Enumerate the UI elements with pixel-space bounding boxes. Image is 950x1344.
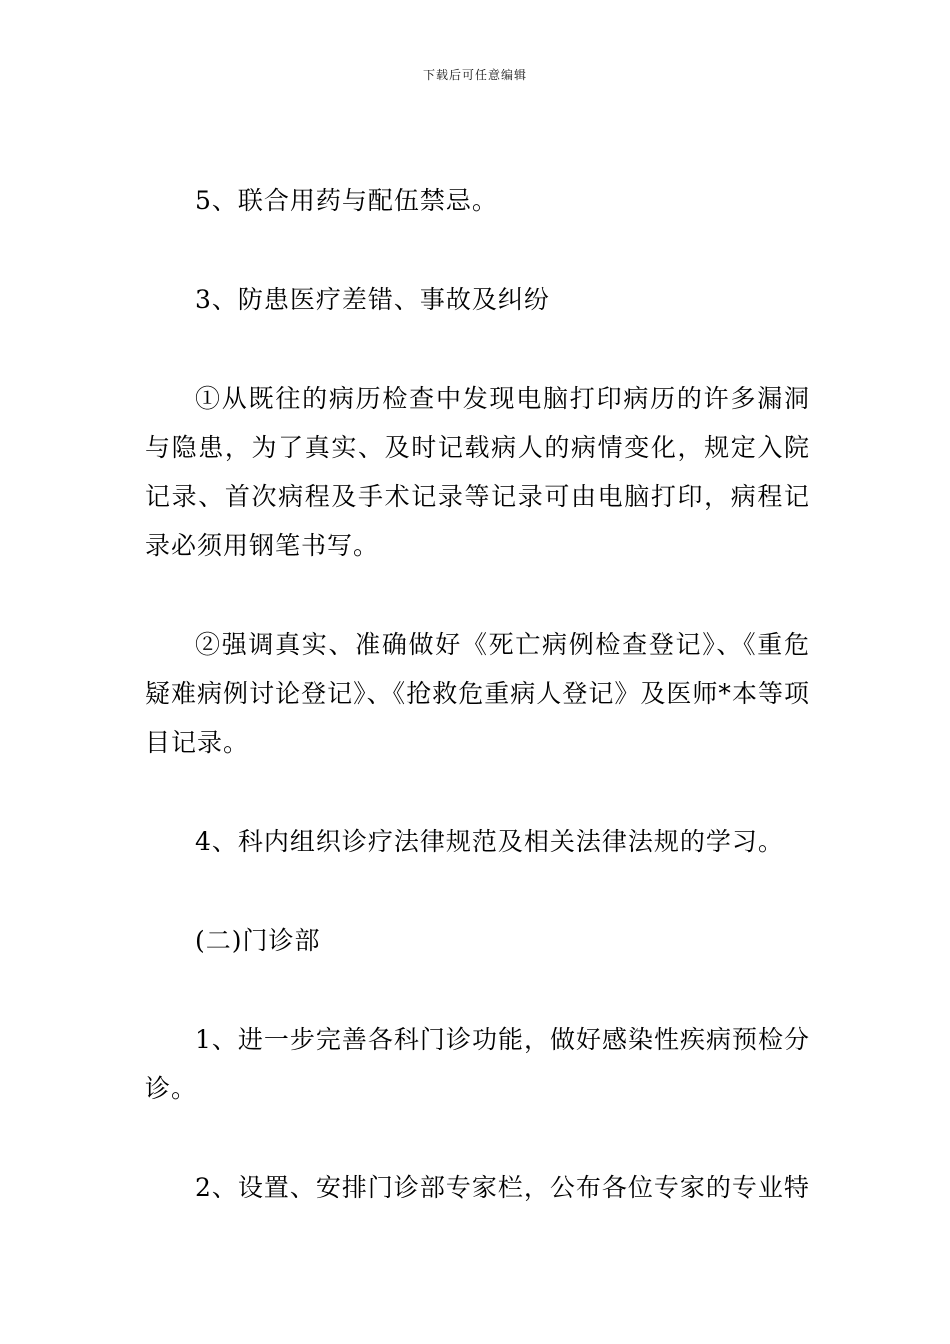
header-note: 下载后可任意编辑	[422, 68, 527, 82]
paragraph-6: (二)门诊部	[195, 926, 321, 955]
paragraph-1: 5、联合用药与配伍禁忌。	[195, 186, 498, 215]
paragraph-8: 2、设置、安排门诊部专家栏，公布各位专家的专业特	[195, 1173, 810, 1202]
paragraph-2: 3、防患医疗差错、事故及纠纷	[195, 285, 550, 314]
paragraph-5: 4、科内组织诊疗法律规范及相关法律法规的学习。	[195, 827, 784, 856]
paragraph-7: 1、进一步完善各科门诊功能，做好感染性疾病预检分诊。	[145, 1025, 810, 1103]
paragraph-3: ①从既往的病历检查中发现电脑打印病历的许多漏洞与隐患，为了真实、及时记载病人的病情变化，规定入院记录、首次病程及手术记录等记录可由电脑打印，病程记录必须用钢笔书写。	[145, 384, 810, 560]
document-body	[145, 176, 810, 1212]
paragraph-4: ②强调真实、准确做好《死亡病例检查登记》、《重危疑难病例讨论登记》、《抢救危重病人登记》及医师*本等项目记录。	[145, 630, 810, 757]
